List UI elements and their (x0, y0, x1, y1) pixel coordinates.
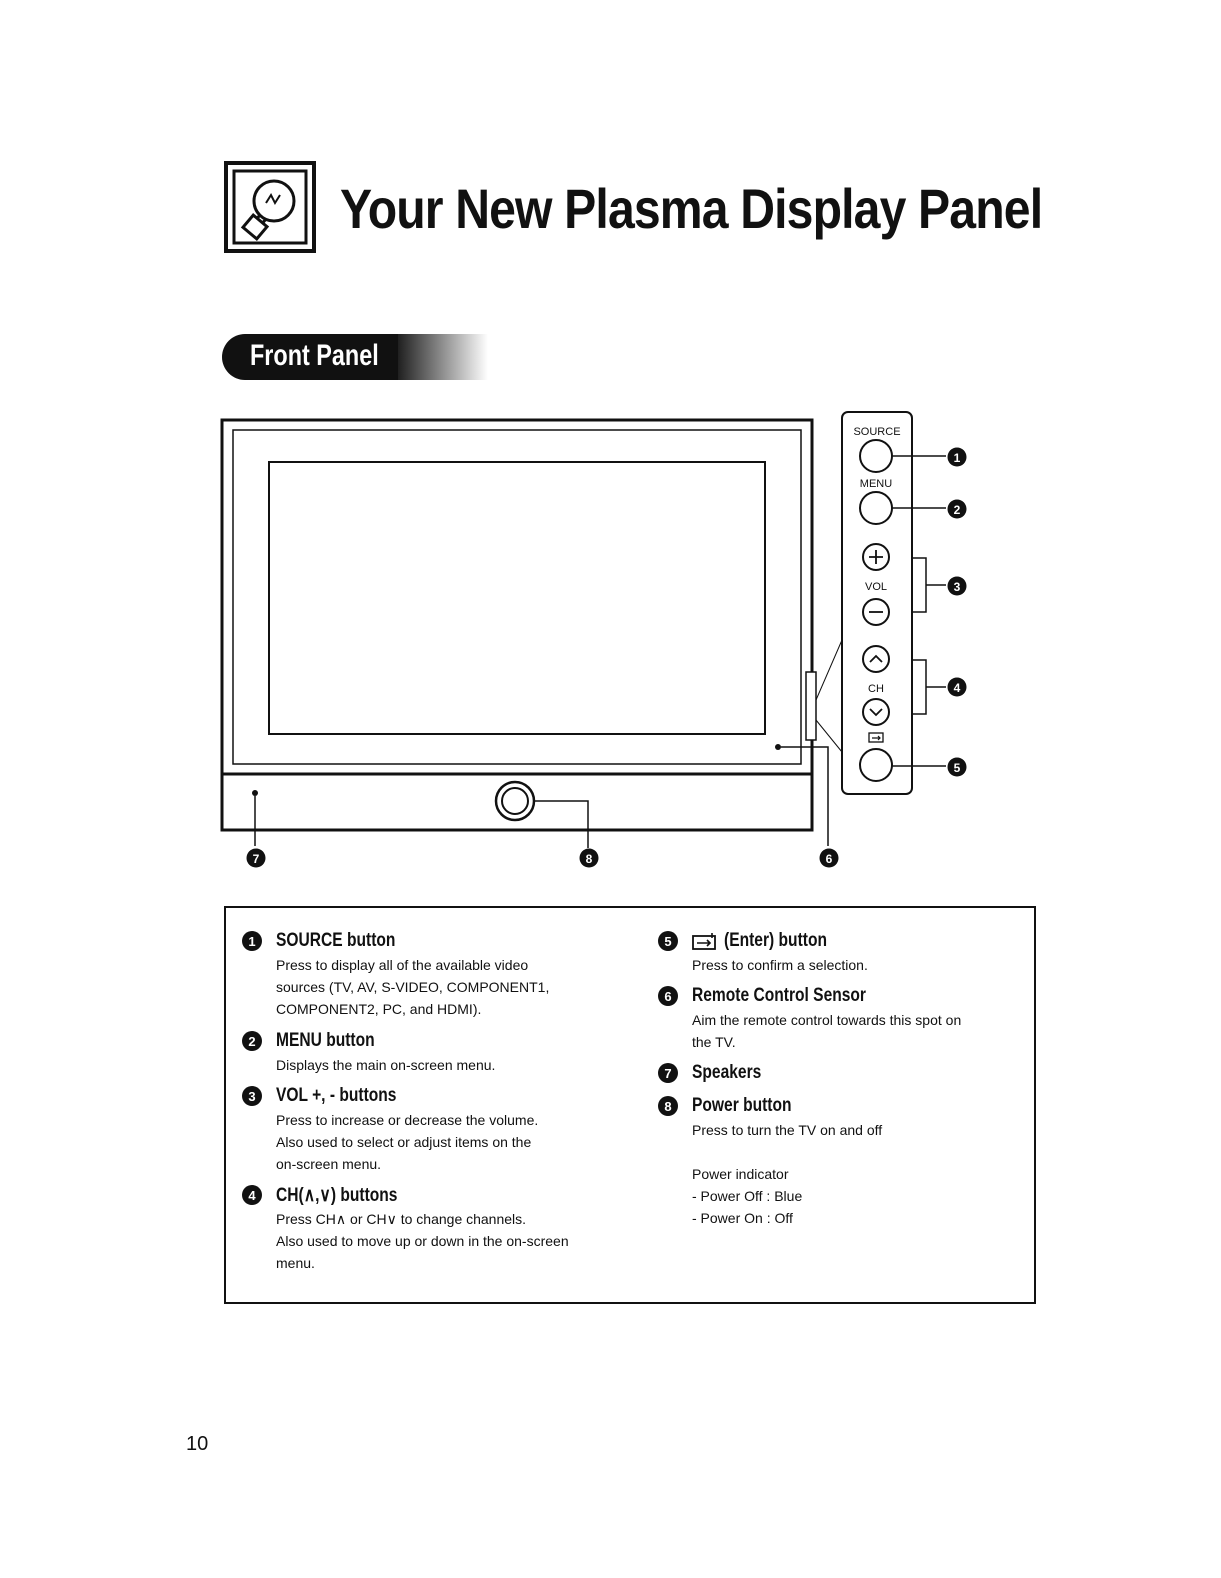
item-number: 1 (242, 931, 262, 951)
callout-8 (580, 849, 599, 868)
ch-up-button (863, 646, 889, 672)
ch-label: CH (868, 683, 884, 695)
callout-1 (948, 448, 967, 467)
svg-text:5: 5 (953, 761, 961, 775)
callout-5 (948, 758, 967, 777)
list-item-power (658, 1093, 1018, 1229)
list-item-menu (242, 1028, 622, 1076)
item-number: 5 (658, 931, 678, 951)
callout-3 (948, 577, 967, 596)
item-number: 7 (658, 1063, 678, 1083)
item-number: 2 (242, 1031, 262, 1051)
svg-text:3: 3 (953, 580, 961, 594)
list-item-vol (242, 1083, 622, 1175)
page-title: Your New Plasma Display Panel (340, 177, 1043, 240)
tv-screen (269, 462, 765, 734)
ch-down-button (863, 699, 889, 725)
item-description: Press to increase or decrease the volume. Also used to select or adjust items on the on-screen menu. (276, 1112, 539, 1172)
item-number: 4 (242, 1185, 262, 1205)
svg-text:7: 7 (252, 852, 260, 866)
item-number: 3 (242, 1086, 262, 1106)
svg-text:8: 8 (585, 852, 593, 866)
item-title: MENU button (276, 1030, 375, 1051)
svg-text:6: 6 (825, 852, 833, 866)
item-description: Press to confirm a selection. (692, 957, 868, 973)
item-title: Power button (692, 1095, 792, 1116)
list-item-enter (658, 928, 1018, 976)
section-title: Front Panel (250, 339, 379, 372)
source-label: SOURCE (853, 426, 901, 438)
vol-label: VOL (864, 581, 888, 593)
item-number: 8 (658, 1096, 678, 1116)
source-button (860, 440, 892, 472)
list-item-ch (242, 1182, 632, 1274)
item-title: SOURCE button (276, 930, 396, 951)
item-title: Speakers (692, 1062, 762, 1083)
item-title: Remote Control Sensor (692, 985, 867, 1006)
item-description: Displays the main on-screen menu. (276, 1057, 496, 1073)
item-description: Press to display all of the available video sources (TV, AV, S-VIDEO, COMPONENT1, COMPONENT2, PC, and HDMI). (276, 957, 550, 1017)
item-title: CH(∧,∨) buttons (276, 1184, 398, 1206)
callout-7 (247, 849, 266, 868)
menu-label: MENU (859, 478, 893, 490)
item-title: (Enter) button (724, 930, 827, 951)
callout-4 (948, 678, 967, 697)
callout-2 (948, 500, 967, 519)
page-number: 10 (186, 1433, 209, 1455)
item-description: Aim the remote control towards this spot on the TV. (692, 1012, 962, 1050)
item-description: Press CH∧ or CH∨ to change channels. Also used to move up or down in the on-screen menu. (276, 1211, 569, 1271)
item-title: VOL +, - buttons (276, 1085, 397, 1106)
item-number: 6 (658, 986, 678, 1006)
remote-sensor-dot (775, 744, 781, 750)
speaker-indicator (252, 790, 258, 796)
menu-button (860, 492, 892, 524)
enter-icon (692, 932, 718, 950)
svg-text:1: 1 (953, 451, 961, 465)
callout-6 (820, 849, 839, 868)
list-item-speakers (658, 1060, 1018, 1086)
item-description: Press to turn the TV on and off Power indicator - Power Off : Blue - Power On : Off (692, 1122, 883, 1226)
svg-text:2: 2 (953, 503, 961, 517)
list-item-source (242, 928, 622, 1020)
enter-button (860, 749, 892, 781)
list-item-remote-sensor (658, 983, 1018, 1053)
svg-text:4: 4 (953, 681, 961, 695)
side-control-strip (806, 672, 816, 740)
